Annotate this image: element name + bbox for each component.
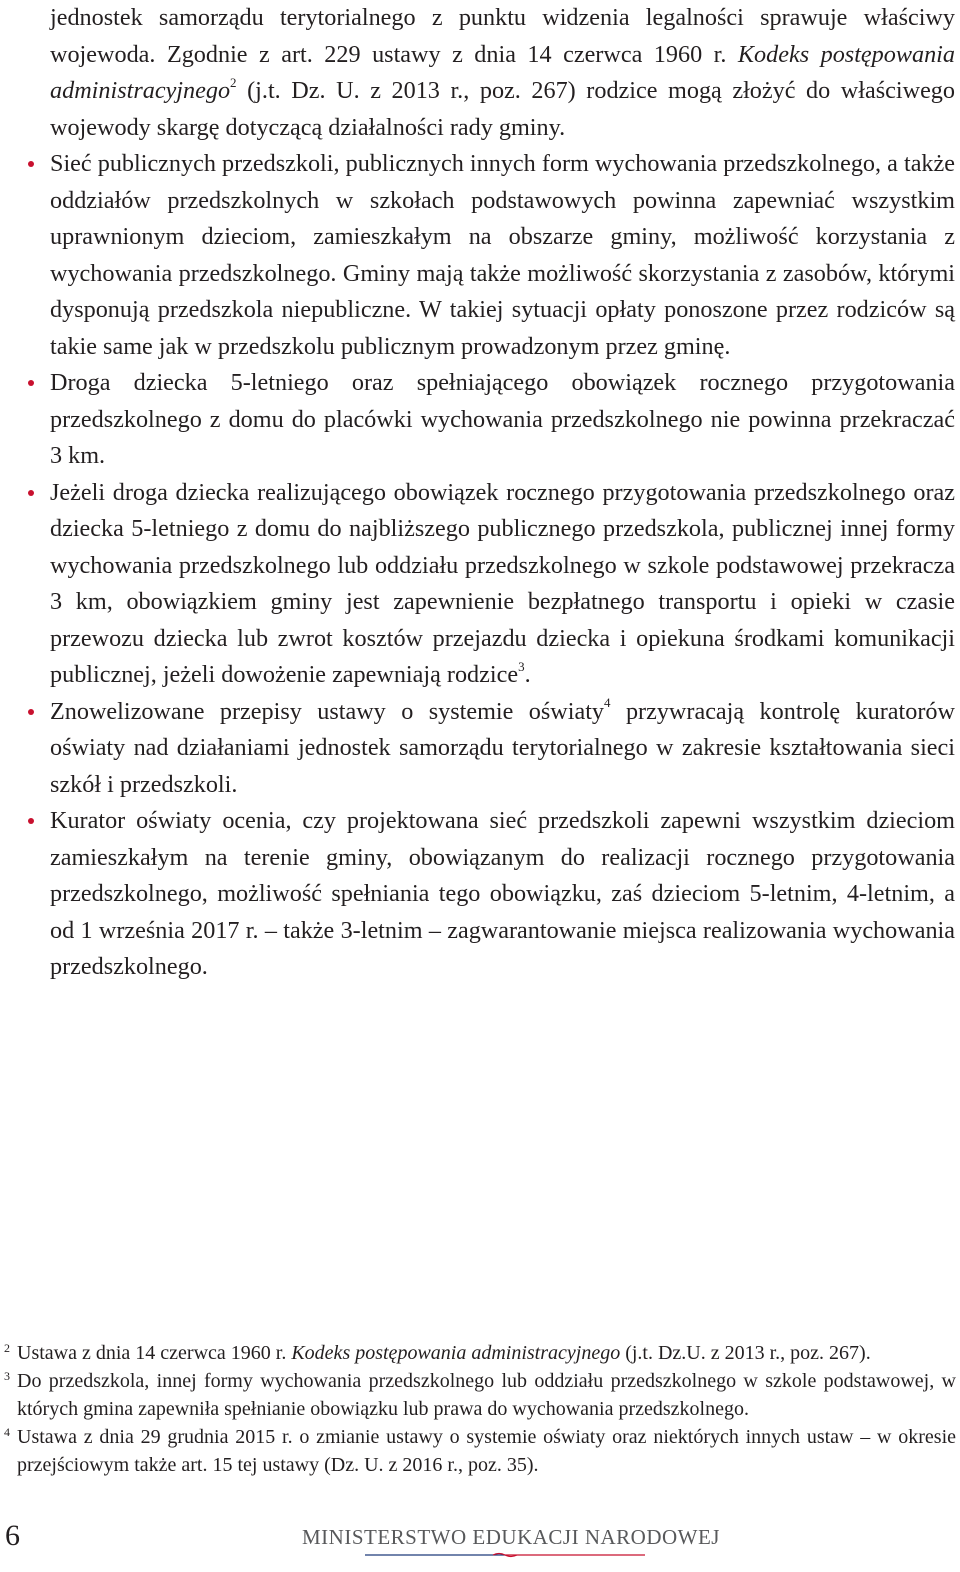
- intro-line2: wojewoda. Zgodnie z art. 229 ustawy z dnia 14 czerwca 1960 r.: [50, 40, 738, 68]
- intro-italic-title: Kodeks postępowania administracyjnego: [50, 40, 955, 104]
- footer-ornament-icon: [365, 1552, 645, 1558]
- bullet-item: [50, 694, 955, 804]
- footnote-text: Do przedszkola, innej formy wychowania przedszkolnego lub oddziału przedszkolnego w szkole podstawowej, w których gmina zapewniła spełnianie obowiązku lub prawa do wychowania przedszkolnego.: [17, 1370, 956, 1420]
- footnote-number: 4: [4, 1425, 10, 1439]
- footnote-4: [4, 1423, 956, 1479]
- footnote-3: [4, 1367, 956, 1423]
- bullet-tail: .: [524, 661, 531, 688]
- bullet-tail: przywracają kontrolę kuratorów oświaty nad działaniami jednostek samorządu terytorialnego w zakresie kształtowania sieci szkół i przedszkoli.: [50, 697, 955, 798]
- main-text: [50, 0, 955, 986]
- bullet-text: Znowelizowane przepisy ustawy o systemie oświaty: [50, 697, 605, 725]
- intro-line3: (j.t. Dz. U. z 2013 r., poz. 267) rodzice mogą złożyć do właściwego wojewody skargę dotyczącą działalności rady gminy.: [50, 77, 955, 141]
- bullet-text: Kurator oświaty ocenia, czy projektowana sieć przedszkoli zapewni wszystkim dzieciom zamieszkałym na terenie gminy, obowiązanym do realizacji rocznego przygotowania przedszkolnego, możliwość spełniania tego obowiązku, zaś dzieciom 5-letnim, 4-letnim, a od 1 września 2017 r. – także 3-letnim – zagwarantowanie miejsca realizowania wychowania przedszkolnego.: [50, 807, 955, 980]
- publisher-name: MINISTERSTWO EDUKACJI NARODOWEJ: [302, 1525, 720, 1549]
- footnote-italic: Kodeks postępowania administracyjnego: [291, 1342, 621, 1364]
- footnote-number: 3: [4, 1369, 10, 1383]
- bullet-dot-icon: [28, 380, 34, 386]
- footnote-ref-4: 4: [604, 695, 611, 711]
- bullet-item: [50, 146, 955, 365]
- bullet-item: [50, 475, 955, 694]
- intro-line1: jednostek samorządu terytorialnego z punktu widzenia legalności sprawuje właściwy: [50, 4, 955, 31]
- page-number: 6: [5, 1519, 20, 1552]
- bullet-dot-icon: [28, 709, 34, 715]
- bullet-text: Jeżeli droga dziecka realizującego obowiązek rocznego przygotowania przedszkolnego oraz dziecka 5-letniego z domu do najbliższego publicznego przedszkola, publicznej innej formy wychowania przedszkolnego lub oddziału przedszkolnego w szkole podstawowej przekracza 3 km, obowiązkiem gminy jest zapewnienie bezpłatnego transportu i opieki w czasie przewozu dziecka lub zwrot kosztów przejazdu dziecka i opiekuna środkami komunikacji publicznej, jeżeli dowożenie zapewniają rodzice: [50, 478, 955, 688]
- bullet-item: [50, 365, 955, 475]
- footnotes: [4, 1339, 956, 1479]
- footnote-text: Ustawa z dnia 29 grudnia 2015 r. o zmianie ustawy o systemie oświaty oraz niektórych innych ustaw – w okresie przejściowym także art. 15 tej ustawy (Dz. U. z 2016 r., poz. 35).: [17, 1426, 956, 1476]
- intro-paragraph: [50, 0, 955, 146]
- footnote-ref-3: 3: [518, 658, 525, 674]
- bullet-dot-icon: [28, 490, 34, 496]
- footnote-number: 2: [4, 1341, 10, 1355]
- footnote-2: [4, 1339, 956, 1367]
- bullet-item: [50, 803, 955, 986]
- footnote-text-tail: (j.t. Dz.U. z 2013 r., poz. 267).: [620, 1342, 871, 1364]
- footnote-text: Ustawa z dnia 14 czerwca 1960 r.: [17, 1342, 292, 1364]
- bullet-dot-icon: [28, 161, 34, 167]
- bullet-text: Sieć publicznych przedszkoli, publicznych innych form wychowania przedszkolnego, a także oddziałów przedszkolnych w szkołach podstawowych powinna zapewniać wszystkim uprawnionym dzieciom, zamieszkałym na obszarze gminy, możliwość korzystania z wychowania przedszkolnego. Gminy mają także możliwość skorzystania z zasobów, którymi dysponują przedszkola niepubliczne. W takiej sytuacji opłaty ponoszone przez rodziców są takie same jak w przedszkolu publicznym prowadzonym przez gminę.: [50, 150, 955, 360]
- footnote-ref-2: 2: [230, 74, 237, 90]
- bullet-dot-icon: [28, 818, 34, 824]
- bullet-text: Droga dziecka 5-letniego oraz spełniającego obowiązek rocznego przygotowania przedszkolnego z domu do placówki wychowania przedszkolnego nie powinna przekraczać 3 km.: [50, 369, 955, 469]
